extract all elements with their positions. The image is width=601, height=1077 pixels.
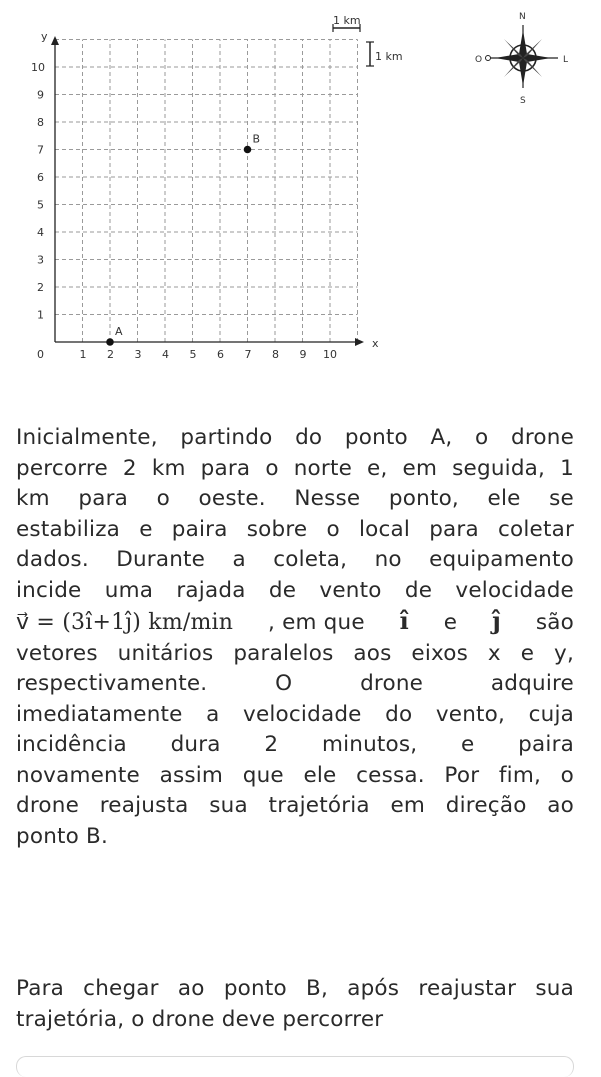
x-tick-label: 0 xyxy=(37,348,44,361)
question xyxy=(16,974,574,1035)
vector-after-text: , em que xyxy=(268,610,365,635)
y-tick-label: 6 xyxy=(37,171,44,184)
j-hat: ĵ xyxy=(492,606,501,635)
text-line: trajetória, o drone deve percorrer xyxy=(16,1006,384,1032)
x-axis-label: x xyxy=(372,337,379,350)
x-tick-label: 4 xyxy=(162,348,169,361)
x-tick-label: 10 xyxy=(323,348,337,361)
text-line: incidência dura 2 minutos, e paira xyxy=(16,732,574,757)
text-line: novamente assim que ele cessa. Por fim, o xyxy=(16,762,574,788)
y-tick-label: 5 xyxy=(37,198,44,212)
velocity-formula: v⃗ = (3î+1ĵ) km/min xyxy=(16,610,234,635)
x-tick-label: 3 xyxy=(134,348,142,361)
problem-statement xyxy=(16,423,574,852)
grid xyxy=(55,40,358,343)
text-line: Para chegar ao ponto B, após reajustar sua xyxy=(16,976,574,1001)
text-line: Inicialmente, partindo do ponto A, o drone xyxy=(16,425,574,450)
text-line: incide uma rajada de vento de velocidade xyxy=(16,577,574,603)
x-tick-label: 5 xyxy=(189,348,197,361)
y-tick-label: 7 xyxy=(37,143,44,157)
point-a xyxy=(106,338,114,346)
x-axis-arrow xyxy=(355,338,364,346)
coordinate-figure xyxy=(0,0,601,400)
compass-west: O xyxy=(475,55,483,65)
vector-line xyxy=(16,606,574,639)
compass-south: S xyxy=(520,96,526,106)
scale-vertical-label: 1 km xyxy=(375,50,403,63)
i-hat: î xyxy=(399,606,409,635)
point-label: B xyxy=(252,132,261,146)
scale-horizontal-label: 1 km xyxy=(333,14,361,27)
axes xyxy=(41,30,379,350)
y-tick-labels xyxy=(31,61,45,322)
text-line: estabiliza e paira sobre o local para coletar xyxy=(16,516,574,542)
compass-east: L xyxy=(563,55,569,65)
sao-text: são xyxy=(535,610,574,635)
point-label: A xyxy=(115,325,123,338)
y-tick-label: 1 xyxy=(37,308,44,322)
scale-bar-horizontal xyxy=(333,14,361,32)
text-line: percorre 2 km para o norte e, em seguida, 1 xyxy=(16,455,574,481)
paragraph-continued xyxy=(16,639,574,853)
y-axis-label: y xyxy=(41,30,48,43)
x-tick-label: 6 xyxy=(217,348,224,361)
x-tick-label: 7 xyxy=(244,348,252,361)
x-tick-label: 9 xyxy=(299,348,307,361)
scale-bar-vertical xyxy=(366,42,403,66)
text-line: drone reajusta sua trajetória em direção ao xyxy=(16,793,574,818)
x-tick-label: 8 xyxy=(272,348,279,361)
paragraph-intro xyxy=(16,423,574,606)
y-tick-label: 3 xyxy=(37,253,44,267)
point-b xyxy=(244,146,252,154)
x-tick-label: 2 xyxy=(107,348,114,361)
compass-north: N xyxy=(519,12,526,22)
points xyxy=(106,133,260,346)
x-tick-label: 1 xyxy=(79,348,87,361)
y-tick-label: 10 xyxy=(31,61,45,74)
y-tick-label: 4 xyxy=(37,226,44,239)
y-axis-arrow xyxy=(51,36,59,45)
text-line: respectivamente. O drone adquire xyxy=(16,671,574,696)
conjunction: e xyxy=(443,610,458,635)
y-tick-label: 2 xyxy=(37,281,44,294)
x-tick-labels xyxy=(37,348,337,361)
text-line: vetores unitários paralelos aos eixos x e y, xyxy=(16,640,574,666)
compass-rose-icon xyxy=(475,12,568,106)
y-tick-label: 9 xyxy=(37,88,44,102)
text-line: ponto B. xyxy=(16,823,109,849)
y-tick-label: 8 xyxy=(37,116,44,129)
text-line: imediatamente a velocidade do vento, cuja xyxy=(16,701,574,727)
text-line: km para o oeste. Nesse ponto, ele se xyxy=(16,486,574,511)
text-line: dados. Durante a coleta, no equipamento xyxy=(16,547,574,572)
